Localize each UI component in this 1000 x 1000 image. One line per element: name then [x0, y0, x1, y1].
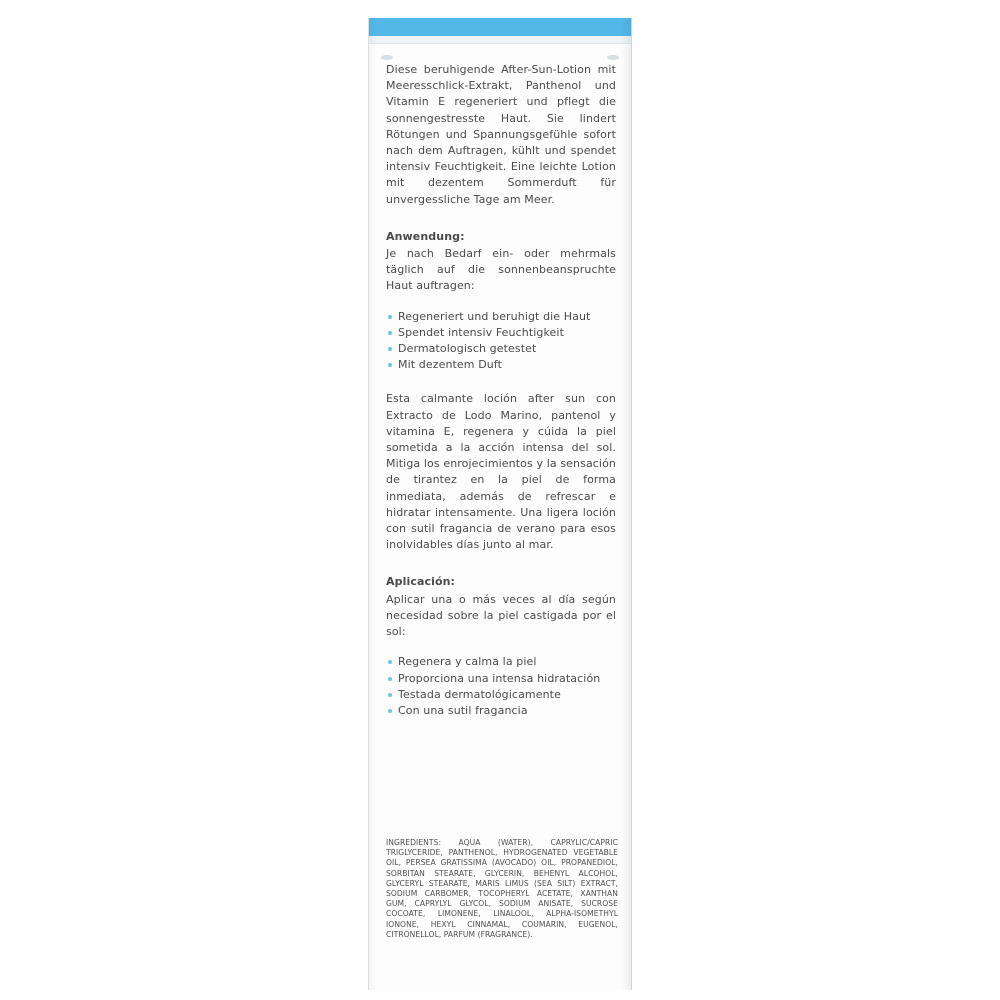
- product-carton: [368, 18, 632, 990]
- bullet-dot-icon: [388, 660, 392, 664]
- carton-back-text: [386, 62, 616, 719]
- list-item-label: Con una sutil fragancia: [398, 703, 528, 717]
- ingredients-block: [386, 838, 618, 940]
- german-usage: [386, 229, 616, 295]
- list-item: [386, 654, 616, 670]
- german-section: [386, 62, 616, 208]
- list-item-label: Spendet intensiv Feuchtigkeit: [398, 325, 564, 339]
- carton-left-shading: [369, 18, 376, 990]
- list-item-label: Proporciona una intensa hidratación: [398, 671, 601, 685]
- list-item: [386, 687, 616, 703]
- spacer: [386, 567, 616, 574]
- list-item: [386, 309, 616, 325]
- list-item: [386, 325, 616, 341]
- carton-flap-dimple-right: [607, 55, 619, 60]
- list-item-label: Testada dermatológicamente: [398, 687, 561, 701]
- list-item: [386, 671, 616, 687]
- spacer: [386, 222, 616, 229]
- spanish-usage-text: Aplicar una o más veces al día según necesidad sobre la piel castigada por el sol:: [386, 592, 616, 639]
- list-item: [386, 341, 616, 357]
- spanish-usage-heading: Aplicación:: [386, 575, 456, 589]
- carton-flap-dimple-left: [381, 55, 393, 60]
- german-description: Diese beruhigende After-Sun-Lotion mit Meeresschlick-Extrakt, Panthenol und Vitamin E regeneriert und pflegt die sonnengestresste Haut. Sie lindert Rötungen und Spannungsgefühle sofort nach dem Auftragen, kühlt und spendet intensiv Feuchtigkeit. Eine leichte Lotion mit dezentem Sommerduft für unvergessliche Tage am Meer.: [386, 63, 616, 206]
- spanish-benefit-list: [386, 654, 616, 719]
- list-item: [386, 703, 616, 719]
- bullet-dot-icon: [388, 677, 392, 681]
- list-item-label: Mit dezentem Duft: [398, 358, 503, 372]
- carton-top-edge: [369, 36, 631, 44]
- list-item: [386, 357, 616, 373]
- spanish-section: [386, 391, 616, 553]
- bullet-dot-icon: [388, 363, 392, 367]
- german-usage-heading: Anwendung:: [386, 229, 465, 243]
- list-item-label: Regenera y calma la piel: [398, 655, 537, 669]
- spacer: [386, 373, 616, 391]
- bullet-dot-icon: [388, 315, 392, 319]
- list-item-label: Dermatologisch getestet: [398, 342, 537, 356]
- spanish-usage: [386, 574, 616, 640]
- ingredients-text: INGREDIENTS: AQUA (WATER), CAPRYLIC/CAPRIC TRIGLYCERIDE, PANTHENOL, HYDROGENATED VEGETABLE OIL, PERSEA GRATISSIMA (AVOCADO) OIL, PROPANEDIOL, SORBITAN STEARATE, GLYCERIN, BEHENYL ALCOHOL, GLYCERYL STEARATE, MARIS LIMUS (SEA SILT) EXTRACT, SODIUM CARBOMER, TOCOPHERYL ACETATE, XANTHAN GUM, CAPRYLYL GLYCOL, SODIUM ANISATE, SUCROSE COCOATE, LIMONENE, LINALOOL, ALPHA-ISOMETHYL IONONE, HEXYL CINNAMAL, COUMARIN, EUGENOL, CITRONELLOL, PARFUM (FRAGRANCE).: [386, 838, 618, 939]
- bullet-dot-icon: [388, 693, 392, 697]
- bullet-dot-icon: [388, 331, 392, 335]
- carton-right-shading: [621, 18, 631, 990]
- bullet-dot-icon: [388, 347, 392, 351]
- list-item-label: Regeneriert und beruhigt die Haut: [398, 309, 591, 323]
- german-benefit-list: [386, 309, 616, 374]
- carton-top-blue-band: [369, 18, 631, 36]
- bullet-dot-icon: [388, 709, 392, 713]
- spanish-description: Esta calmante loción after sun con Extracto de Lodo Marino, pantenol y vitamina E, regenera y cúida la piel sometida a la acción intensa del sol. Mitiga los enrojecimientos y la sensación de tirantez en la piel de forma inmediata, además de refrescar e hidratar intensamente. Una ligera loción con sutil fragancia de verano para esos inolvidables días junto al mar.: [386, 392, 616, 552]
- german-usage-text: Je nach Bedarf ein- oder mehrmals täglich auf die sonnenbeanspruchte Haut auftragen:: [386, 247, 616, 293]
